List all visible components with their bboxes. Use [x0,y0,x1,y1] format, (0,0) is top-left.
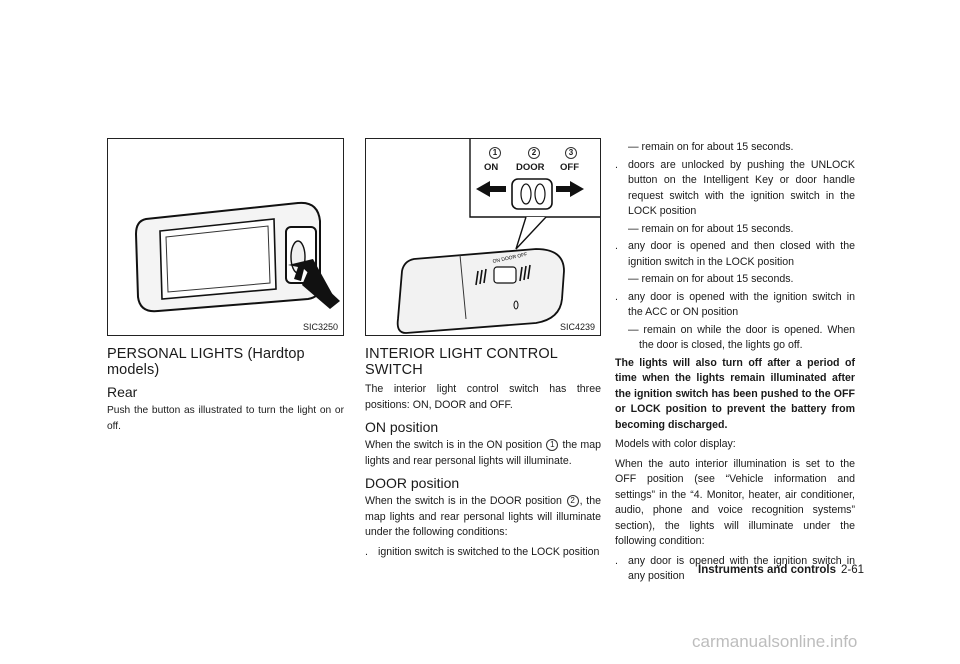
condition-list [615,239,855,270]
position-2-badge: 2 [528,147,540,159]
on-text: When the switch is in the ON position 1 the map lights and rear personal lights will illuminate. [365,439,601,467]
page-footer [698,564,864,576]
position-3-badge: 3 [565,147,577,159]
column-middle [365,138,601,562]
sub-note: — remain on for about 15 seconds. [628,273,794,285]
switch-figure [365,138,601,336]
models-note: Models with color display: [615,438,736,450]
body-text: Push the button as illustrated to turn the light on or off. [107,405,344,432]
condition-list [365,545,601,561]
figure-code: SIC3250 [302,322,338,332]
circled-2: 2 [567,495,579,507]
door-heading: DOOR position [365,475,460,491]
sub-note: — remain on while the door is opened. When the door is closed, the lights go off. [628,323,855,351]
door-text: When the switch is in the DOOR position 2 , the map lights and rear personal lights will illuminate under the following conditions: [365,495,601,538]
list-item: . ignition switch is switched to the LOCK position [365,545,600,558]
section-subtitle: Rear [107,384,138,400]
switch-small-label: ON DOOR OFF [492,251,528,265]
switch-position-labels [484,147,596,177]
list-item: . doors are unlocked by pushing the UNLOCK button on the Intelligent Key or door handle request switch with the ignition switch in the LOCK position [615,158,855,217]
condition-list [615,158,855,220]
warning-paragraph: The lights will also turn off after a period of time when the lights remain illuminated after the ignition switch has been pushed to the OFF or LOCK position to prevent the battery from becoming discharged. [615,356,855,431]
section-title: PERSONAL LIGHTS (Hardtop models) [107,346,305,378]
column-right [615,140,855,587]
auto-illumination-text: When the auto interior illumination is set to the OFF position (see “Vehicle information and settings” in the “4. Monitor, heater, air conditioner, audio, phone and voice recognition systems” section), the lights will illuminate under the following condition: [615,457,855,547]
rear-light-figure [107,138,344,336]
sub-note: — remain on for about 15 seconds. [628,141,794,153]
label-on: ON [484,162,499,173]
list-item: . any door is opened and then closed with the ignition switch in the LOCK position [615,240,855,268]
circled-1: 1 [546,439,558,451]
section-title: INTERIOR LIGHT CONTROL SWITCH [365,346,558,378]
list-item: . any door is opened with the ignition switch in any position [615,554,855,582]
rear-light-illustration [108,139,343,335]
intro-text: The interior light control switch has three positions: ON, DOOR and OFF. [365,383,601,411]
page-number: 2-61 [841,564,865,576]
footer-section: Instruments and controls [698,564,837,576]
sub-note: — remain on for about 15 seconds. [628,222,794,235]
figure-code: SIC4239 [559,322,595,332]
on-heading: ON position [365,419,439,435]
label-off: OFF [560,162,579,173]
label-door: DOOR [516,162,545,173]
list-item: . any door is opened with the ignition switch in the ACC or ON position [615,290,855,318]
position-1-badge: 1 [489,147,501,159]
column-left [107,138,344,438]
watermark: carmanualsonline.info [692,632,858,651]
condition-list [615,290,855,321]
